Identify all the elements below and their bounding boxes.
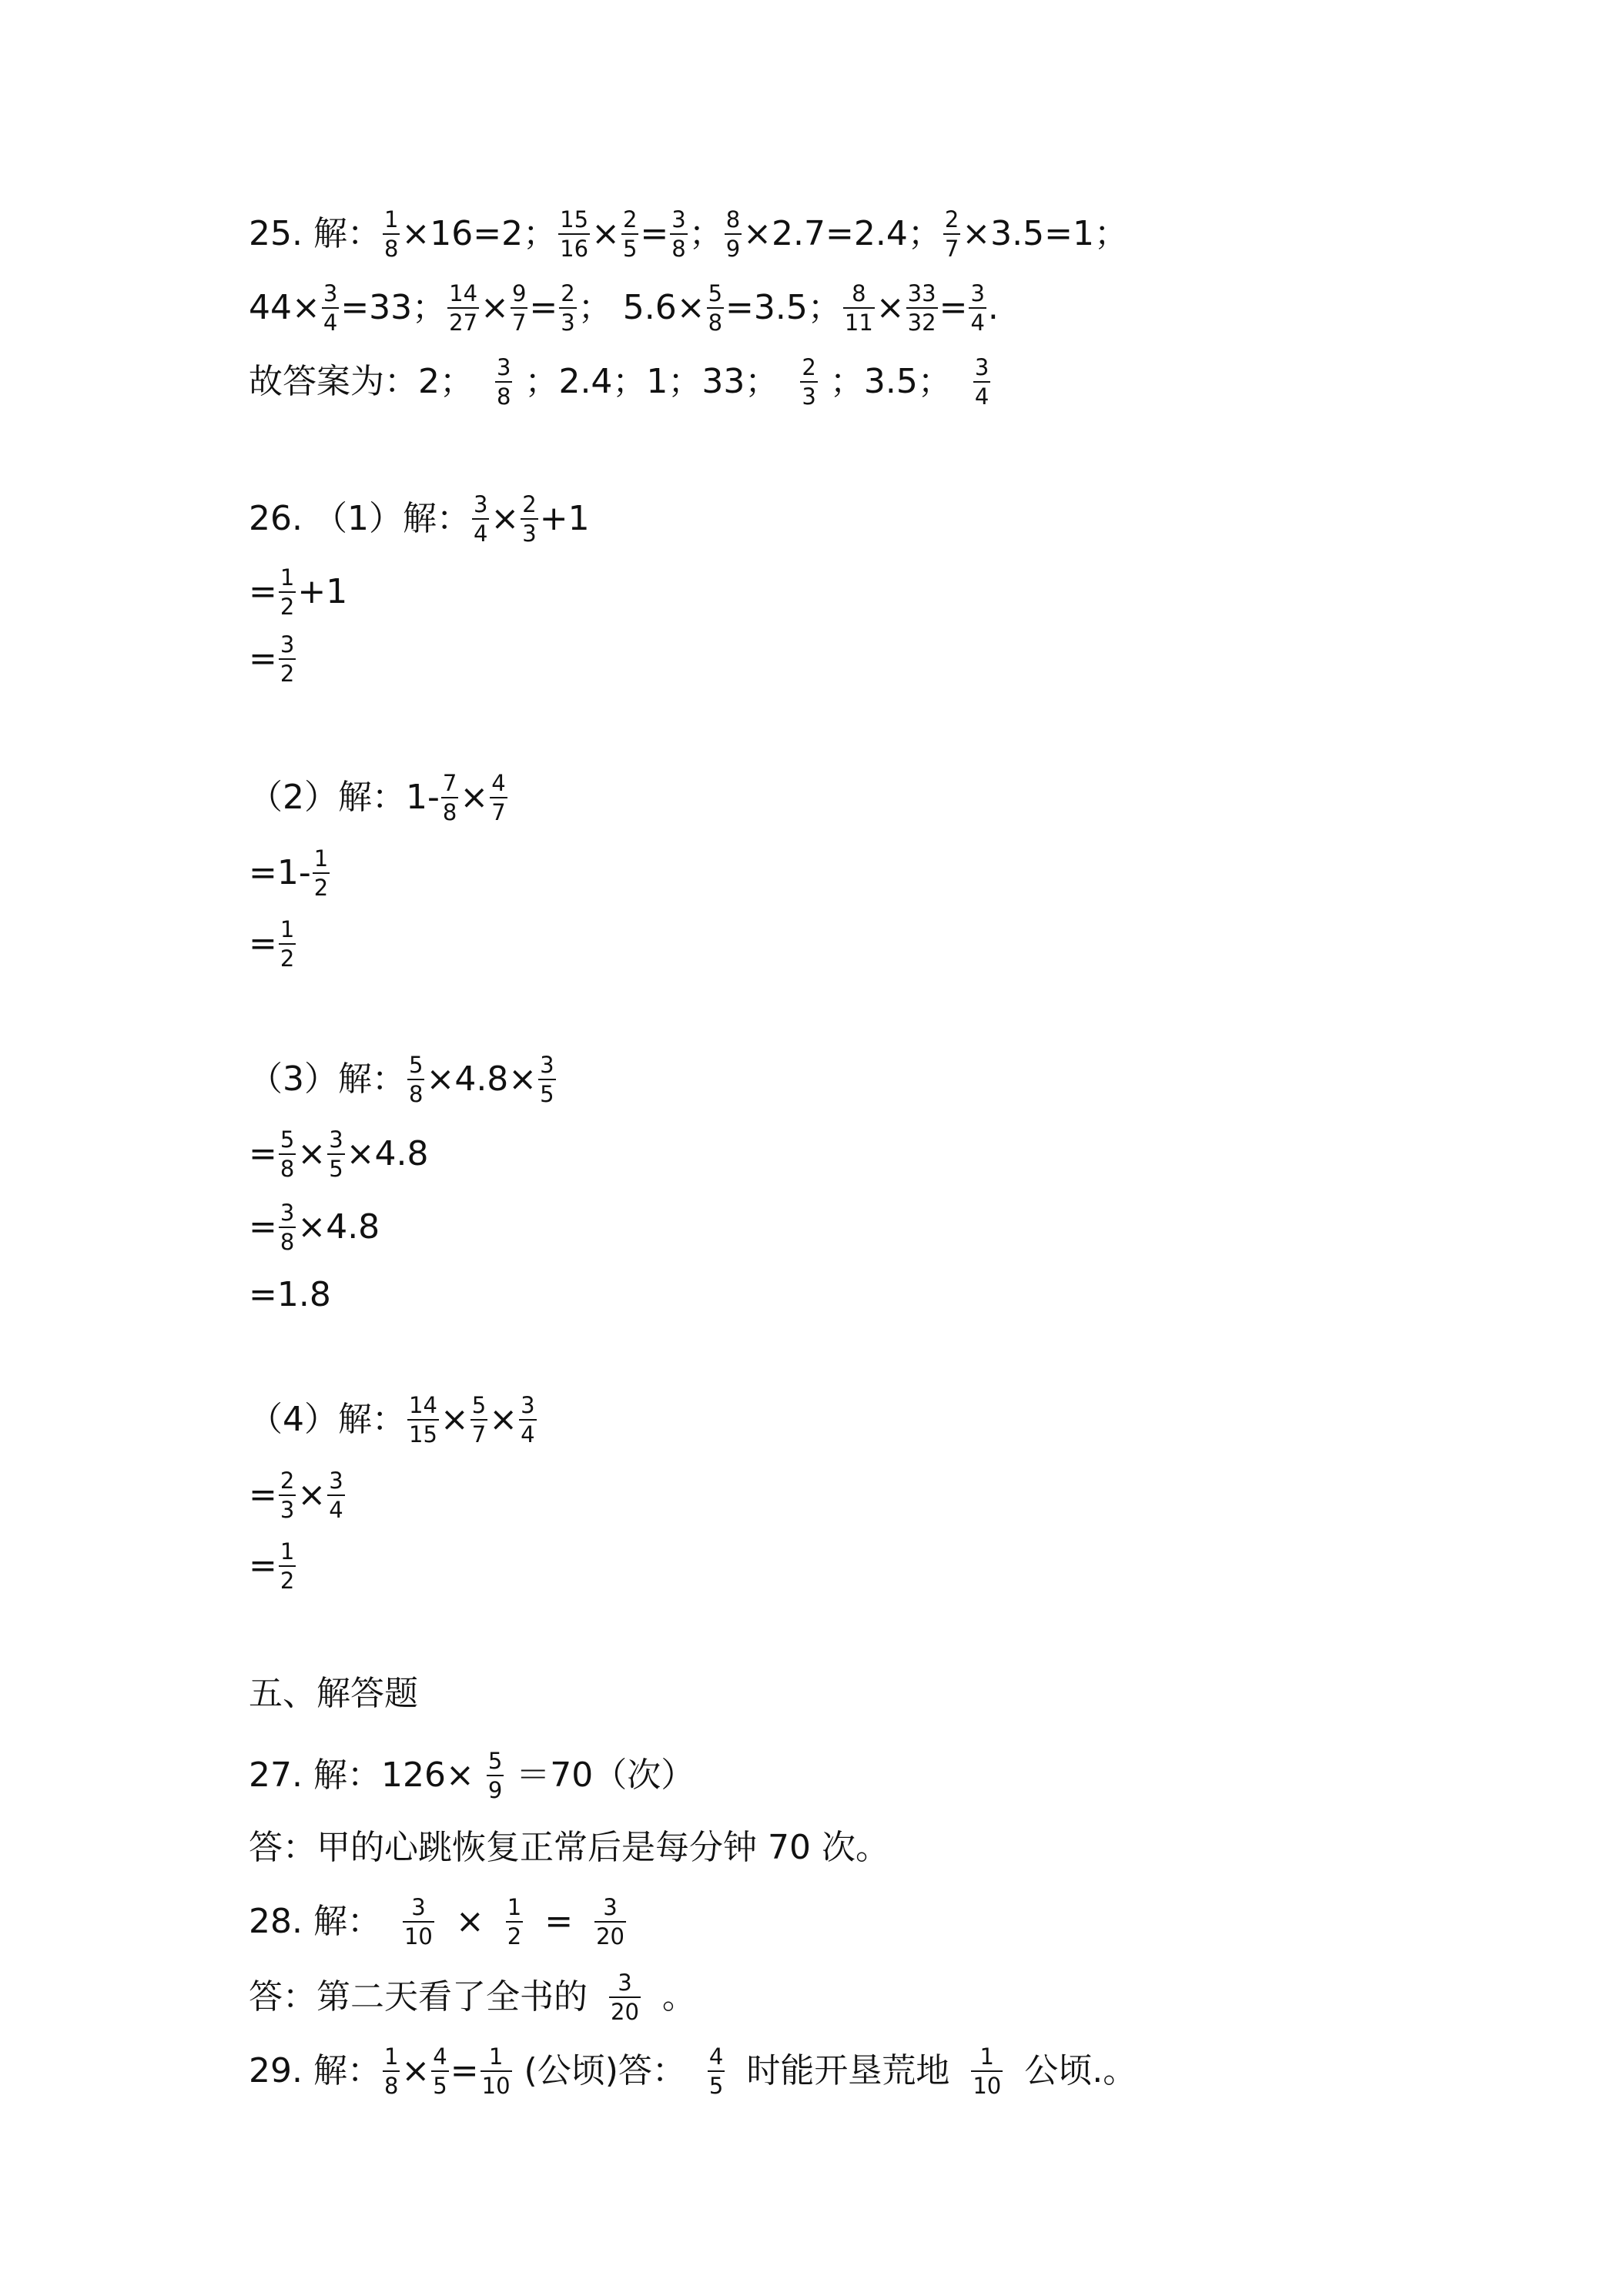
- q26-part1-step2: [249, 633, 297, 686]
- text: ×2.7=2.4；: [743, 214, 942, 254]
- fraction: $\frac{5}{7}$: [471, 1392, 487, 1448]
- answer-text: 答：第二天看了全书的: [249, 1977, 588, 2017]
- text: (公顷)答：: [524, 2051, 686, 2091]
- text: 28. 解：: [249, 1902, 381, 1942]
- text: 29. 解：: [249, 2051, 381, 2091]
- text: =: [640, 214, 669, 254]
- text: ×: [876, 288, 905, 328]
- fraction: $\frac{4}{7}$: [491, 770, 506, 826]
- text: ×: [491, 499, 520, 539]
- fraction: $\frac{3}{4}$: [323, 280, 338, 336]
- text: =1-: [249, 853, 311, 893]
- text: 5.6×: [622, 288, 705, 328]
- text: =: [529, 288, 558, 328]
- q26-part4-step1: [249, 1469, 347, 1522]
- text: =: [249, 1546, 277, 1586]
- fraction: $\frac{4}{5}$: [708, 2043, 724, 2100]
- fraction: $\frac{5}{9}$: [487, 1748, 503, 1804]
- fraction: $\frac{7}{8}$: [442, 770, 457, 826]
- text: 时能开垦荒地: [746, 2051, 950, 2091]
- fraction: $\frac{2}{3}$: [561, 280, 575, 336]
- fraction: $\frac{14}{15}$: [409, 1392, 437, 1448]
- q28-solution: [249, 1896, 628, 1949]
- text: ×3.5=1；: [962, 214, 1129, 254]
- text: （2）解：: [249, 778, 406, 818]
- fraction: $\frac{9}{7}$: [511, 280, 527, 336]
- fraction: $\frac{3}{8}$: [671, 206, 686, 263]
- text: （3）解：: [249, 1059, 406, 1099]
- text: ×: [591, 214, 620, 254]
- q26-part1-head: [249, 493, 590, 546]
- fraction: $\frac{2}{5}$: [622, 206, 638, 263]
- q26-part4-head: [249, 1394, 538, 1447]
- fraction: $\frac{1}{2}$: [507, 1894, 522, 1950]
- text: ；2.4；1；33；: [524, 362, 779, 402]
- q25-line-3: [249, 356, 992, 409]
- fraction: $\frac{1}{2}$: [280, 1538, 295, 1595]
- text: 1-: [406, 778, 440, 818]
- text: ×: [401, 2051, 430, 2091]
- q26-part2-step2: [249, 918, 297, 971]
- fraction: $\frac{2}{7}$: [944, 206, 959, 263]
- text: ＝70（次）: [516, 1755, 695, 1796]
- fraction: $\frac{1}{10}$: [481, 2043, 511, 2100]
- text: ×4.8: [297, 1207, 380, 1247]
- fraction: $\frac{3}{4}$: [473, 491, 488, 547]
- text: ×16=2；: [401, 214, 558, 254]
- text: 26. （1）解：: [249, 499, 470, 539]
- text: =3.5；: [725, 288, 842, 328]
- fraction: $\frac{3}{8}$: [497, 354, 511, 410]
- text: 。: [661, 1977, 696, 2017]
- text: +1: [297, 572, 348, 612]
- text: 44×: [249, 288, 320, 328]
- text: ×4.8×: [426, 1059, 537, 1099]
- fraction: $\frac{1}{10}$: [973, 2043, 1002, 2100]
- section-title: 五、解答题: [249, 1674, 418, 1713]
- fraction: $\frac{3}{2}$: [280, 631, 295, 688]
- q27-solution: [249, 1749, 695, 1802]
- fraction: $\frac{8}{9}$: [725, 206, 741, 263]
- fraction: $\frac{1}{2}$: [280, 564, 295, 621]
- q26-part1-step1: [249, 566, 347, 619]
- text: ；: [688, 214, 723, 254]
- text: =: [249, 639, 277, 679]
- text: +1: [539, 499, 590, 539]
- q29-solution: [249, 2045, 1137, 2098]
- text: =: [249, 1134, 277, 1174]
- fraction: $\frac{3}{4}$: [970, 280, 985, 336]
- text: ×: [440, 1400, 469, 1440]
- section-heading: [249, 1674, 418, 1713]
- text: =1.8: [249, 1275, 331, 1314]
- fraction: $\frac{2}{3}$: [522, 491, 537, 547]
- fraction: $\frac{4}{5}$: [433, 2043, 447, 2100]
- text: 公顷.。: [1024, 2051, 1137, 2091]
- q26-part3-step3: [249, 1275, 331, 1314]
- text: =: [450, 2051, 479, 2091]
- fraction: $\frac{3}{5}$: [540, 1052, 554, 1108]
- text: =: [249, 1207, 277, 1247]
- q28-answer: [249, 1971, 696, 2024]
- text: =: [249, 1475, 277, 1515]
- q26-part3-step2: [249, 1201, 380, 1254]
- text: ；3.5；: [829, 362, 952, 402]
- text: ×: [297, 1475, 326, 1515]
- q26-part4-step2: [249, 1540, 297, 1593]
- fraction: $\frac{14}{27}$: [449, 280, 478, 336]
- fraction: $\frac{3}{20}$: [611, 1970, 639, 2026]
- fraction: $\frac{5}{8}$: [708, 280, 723, 336]
- fraction: $\frac{1}{2}$: [280, 916, 295, 972]
- fraction: $\frac{1}{8}$: [383, 206, 399, 263]
- fraction: $\frac{3}{4}$: [974, 354, 989, 410]
- fraction: $\frac{2}{3}$: [802, 354, 816, 410]
- q25-line-2: [249, 282, 999, 335]
- q25-line-1: [249, 208, 1128, 261]
- text: .: [987, 288, 999, 328]
- text: ；: [578, 288, 612, 328]
- fraction: $\frac{15}{16}$: [560, 206, 589, 263]
- text: （4）解：: [249, 1400, 406, 1440]
- fraction: $\frac{3}{5}$: [329, 1126, 343, 1183]
- text: =: [249, 572, 277, 612]
- text: ×: [489, 1400, 518, 1440]
- text: 故答案为：2；: [249, 362, 474, 402]
- text: =33；: [340, 288, 447, 328]
- text: 27. 解：126×: [249, 1755, 474, 1796]
- text: =: [939, 288, 968, 328]
- q25-jie: 解：: [313, 214, 381, 254]
- fraction: $\frac{5}{8}$: [280, 1126, 295, 1183]
- q25-label: 25.: [249, 214, 303, 254]
- fraction: $\frac{3}{10}$: [403, 1894, 433, 1950]
- answer-text: 答：甲的心跳恢复正常后是每分钟 70 次。: [249, 1828, 889, 1867]
- text: ×: [481, 288, 509, 328]
- text: ×: [460, 778, 489, 818]
- q27-answer: [249, 1828, 889, 1867]
- fraction: $\frac{3}{4}$: [329, 1468, 343, 1524]
- fraction: $\frac{8}{11}$: [844, 280, 873, 336]
- q26-part3-head: [249, 1053, 558, 1106]
- q26-part2-head: [249, 771, 509, 825]
- text: =: [249, 924, 277, 964]
- fraction: $\frac{5}{8}$: [409, 1052, 424, 1108]
- text: ×: [455, 1902, 484, 1942]
- fraction: $\frac{3}{4}$: [521, 1392, 535, 1448]
- text: ×: [297, 1134, 326, 1174]
- fraction: $\frac{1}{8}$: [383, 2043, 399, 2100]
- q26-part3-step1: [249, 1128, 429, 1181]
- q26-part2-step1: [249, 847, 331, 900]
- text: =: [544, 1902, 574, 1942]
- fraction: $\frac{1}{2}$: [313, 845, 329, 902]
- fraction: $\frac{3}{20}$: [596, 1894, 624, 1950]
- fraction: $\frac{2}{3}$: [280, 1468, 295, 1524]
- fraction: $\frac{33}{32}$: [907, 280, 936, 336]
- text: ×4.8: [346, 1134, 429, 1174]
- fraction: $\frac{3}{8}$: [280, 1200, 295, 1256]
